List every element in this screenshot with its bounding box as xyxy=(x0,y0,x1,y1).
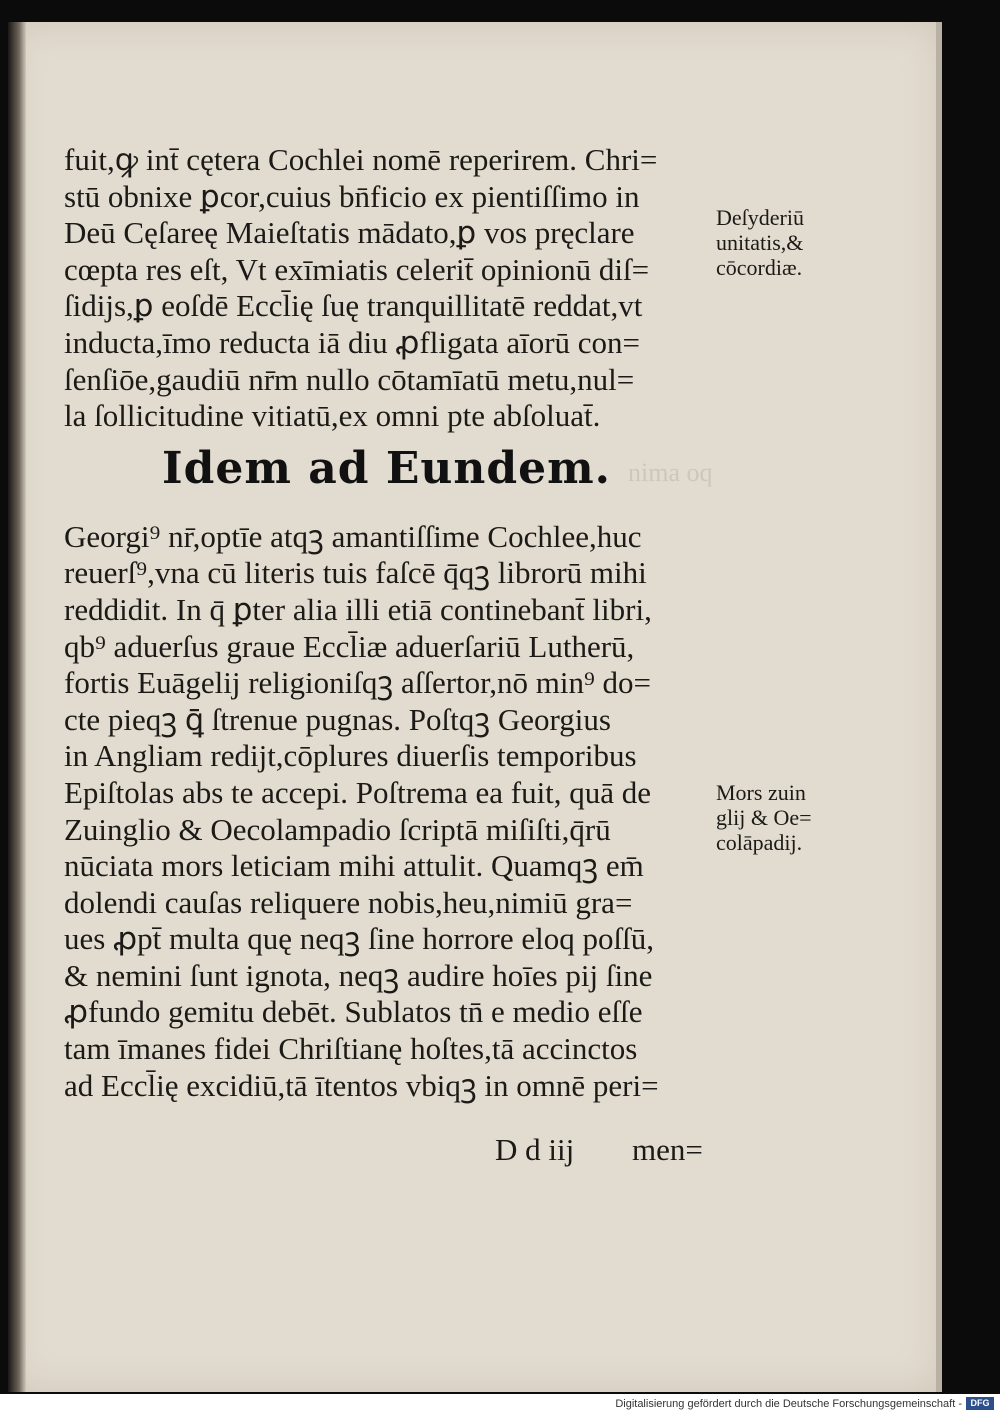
text-line: nūciata mors leticiam mihi attulit. Quamqꝫ em̄ xyxy=(64,848,644,884)
text-line: Zuinglio & Oecolampadio ſcriptā miſiſti,q̄rū xyxy=(64,811,611,847)
text-line: cte pieqꝫ ꝗ̄ ſtrenue pugnas. Poſtqꝫ Georgius xyxy=(64,701,611,737)
text-line: reuerſ⁹,vna cū literis tuis faſcē q̄qꝫ librorū mihi xyxy=(64,555,647,591)
paragraph-part2 xyxy=(64,519,709,1105)
marginal-line: Mors zuin xyxy=(716,780,806,805)
footer-bar xyxy=(0,1394,1000,1414)
text-line: ꝓfundo gemitu debēt. Sublatos tn̄ e medio eſſe xyxy=(64,994,643,1030)
marginal-line: colāpadij. xyxy=(716,830,803,855)
text-line: ad Eccl̄ię excidiū,tā ītentos vbiqꝫ in omnē peri= xyxy=(64,1067,659,1103)
text-line: ſidijs,ꝑ eoſdē Eccl̄ię ſuę tranquillitatē reddat,vt xyxy=(64,288,643,324)
signature-mark: D d iij xyxy=(495,1132,575,1167)
text-line: Epiſtolas abs te accepi. Poſtrema ea fuit, quā de xyxy=(64,774,652,810)
text-line: fuit,ꝙ int̄ cętera Cochlei nomē reperirem. Chri= xyxy=(64,142,658,177)
text-line: la ſollicitudine vitiatū,ex omni pte abſoluat̄. xyxy=(64,398,601,434)
bleed-through-text: nima oq xyxy=(628,458,713,487)
text-line: stū obnixe ꝑcor,cuius bn̄ficio ex pientiſſimo in xyxy=(64,178,640,214)
marginal-line: glij & Oe= xyxy=(716,805,812,830)
text-line: Deū Cęſareę Maieſtatis mādato,ꝑ vos pręclare xyxy=(64,215,635,251)
page-binding-shadow xyxy=(8,22,26,1392)
text-line: & nemini ſunt ignota, neqꝫ audire hoīes pij ſine xyxy=(64,957,653,993)
marginal-line: Deſyderiū xyxy=(716,205,804,230)
text-line: tam īmanes fidei Chriſtianę hoſtes,tā accinctos xyxy=(64,1031,638,1067)
text-line: Georgi⁹ nr̄,optīe atqꝫ amantiſſime Cochlee,huc xyxy=(64,518,642,554)
marginal-line: cōcordiæ. xyxy=(716,255,803,280)
paragraph-part1 xyxy=(64,142,709,435)
catchword: men= xyxy=(632,1132,703,1167)
text-line: dolendi cauſas reliquere nobis,heu,nimiū gra= xyxy=(64,884,633,920)
text-line: fortis Euāgelij religioniſqꝫ aſſertor,nō min⁹ do= xyxy=(64,665,651,701)
marginal-note-concordia xyxy=(716,205,804,280)
marginal-line: unitatis,& xyxy=(716,230,804,255)
book-page xyxy=(8,22,942,1392)
text-line: cœpta res eſt, Vt exīmiatis celerit̄ opinionū diſ= xyxy=(64,251,650,287)
section-heading: Idem ad Eundem. xyxy=(162,442,611,494)
footer-credit: Digitalisierung gefördert durch die Deutsche Forschungsgemeinschaft - xyxy=(615,1398,962,1410)
text-line: in Angliam redijt,cōplures diuerſis temporibus xyxy=(64,738,637,774)
dfg-logo: DFG xyxy=(966,1397,994,1410)
main-text-block xyxy=(64,142,709,1104)
marginal-note-zwingli xyxy=(716,780,812,855)
page-edge xyxy=(936,22,942,1392)
text-line: reddidit. In q̄ ꝑter alia illi etiā continebant̄ libri, xyxy=(64,591,652,627)
text-line: qb⁹ aduerſus graue Eccl̄iæ aduerſariū Lutherū, xyxy=(64,628,635,664)
text-line: ues ꝓpt̄ multa quę neqꝫ ſine horrore eloq poſſū, xyxy=(64,921,654,957)
text-line: ſenſiōe,gaudiū nr̄m nullo cōtamīatū metu,nul= xyxy=(64,361,635,397)
text-line: inducta,īmo reducta iā diu ꝓfligata aīorū con= xyxy=(64,324,641,360)
